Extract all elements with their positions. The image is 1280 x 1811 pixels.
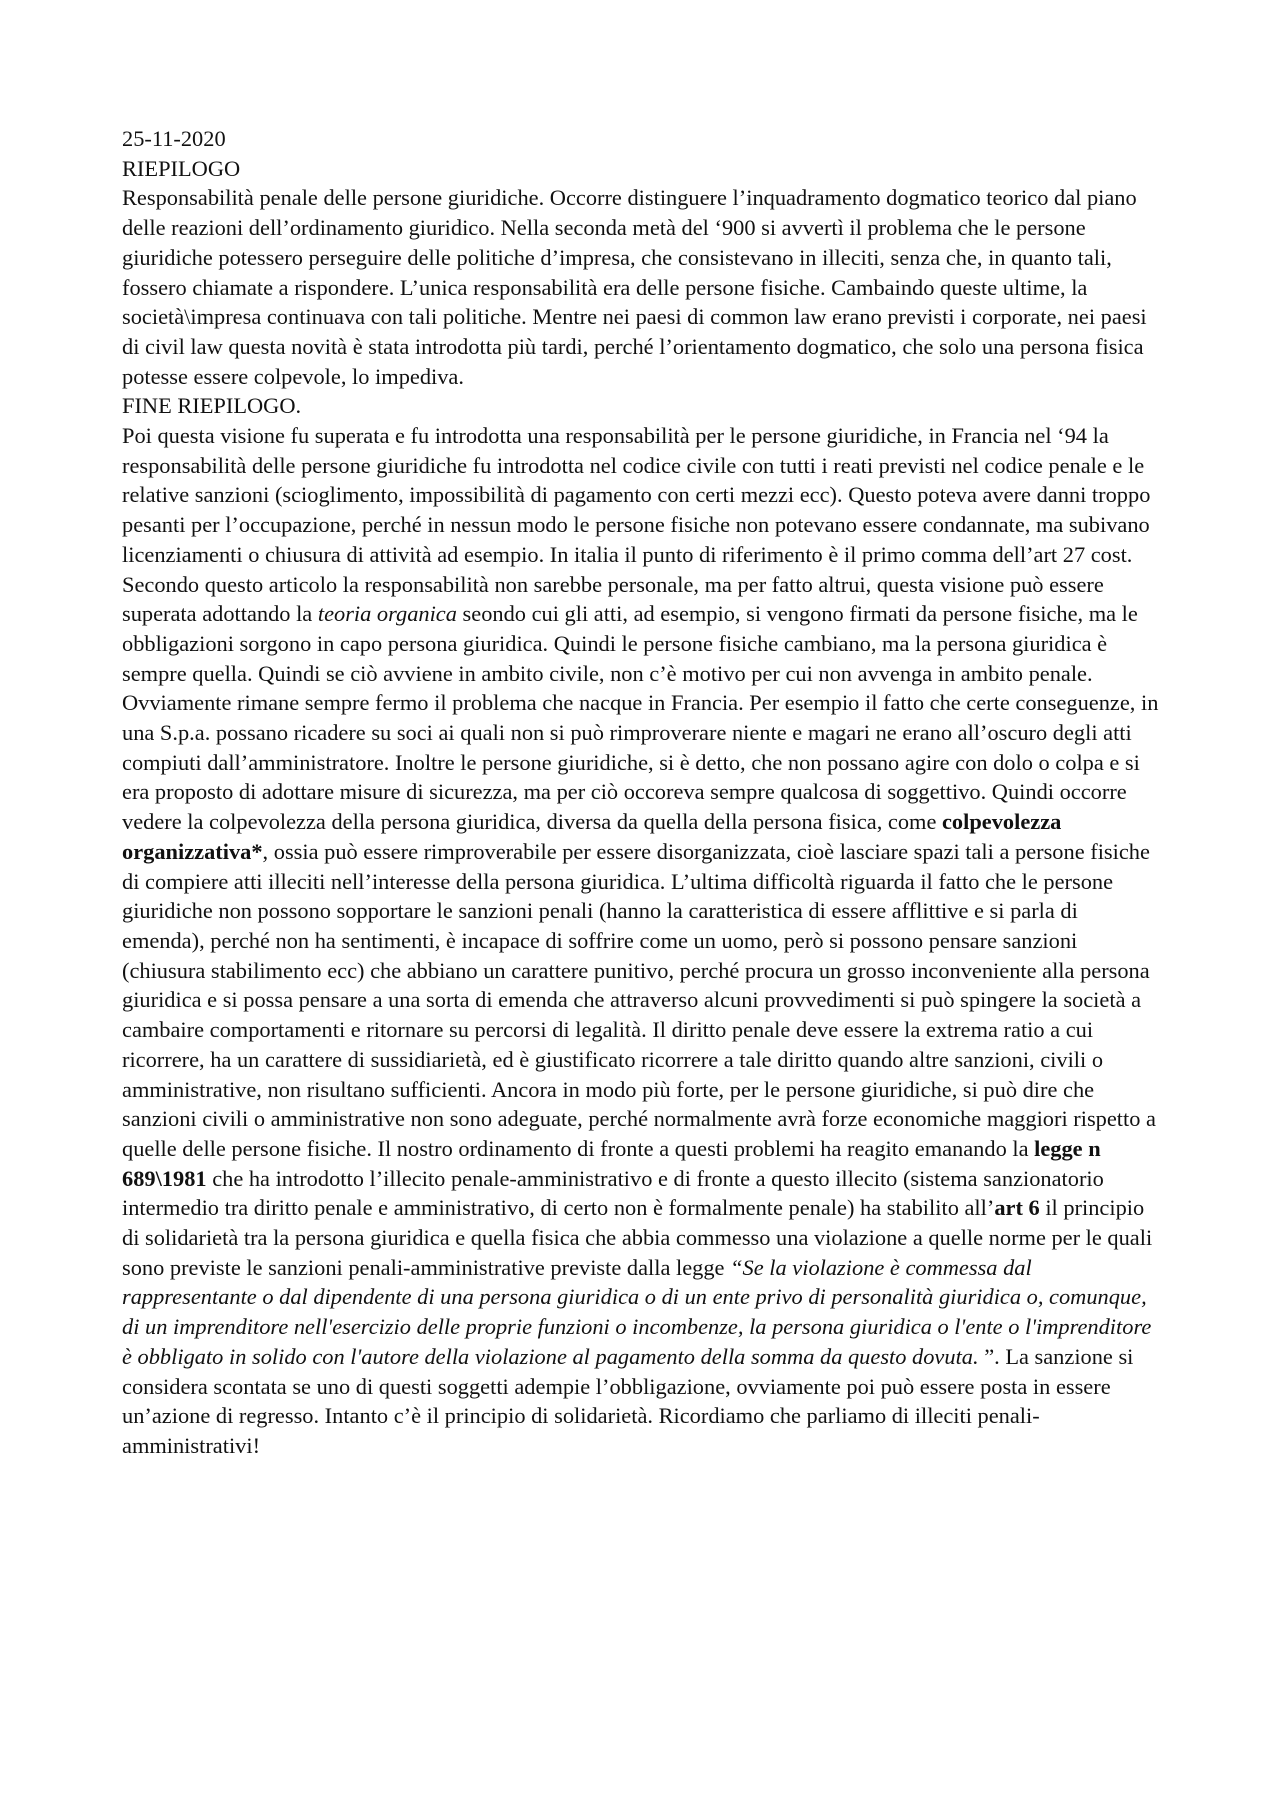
body-paragraph <box>122 421 1162 1461</box>
body-italic-quote: “Se la violazione è commessa dal rappresentante o dal dipendente di una persona giuridica o di un ente privo di personalità giuridica o, comunque, di un imprenditore nell'esercizio delle proprie funzioni o incombenze, la persona giuridica o l'ente o l'imprenditore è obbligato in solido con l'autore della violazione al pagamento della somma da questo dovuta. <box>122 1254 1152 1369</box>
document-page <box>122 124 1162 1461</box>
recap-heading: RIEPILOGO <box>122 155 241 181</box>
body-text-2: seondo cui gli atti, ad esempio, si vengono firmati da persone fisiche, ma le obbligazioni sorgono in capo persona giuridica. Quindi le persone fisiche cambiano, ma la persona giuridica è sempre quella. Quindi se ciò avviene in ambito civile, non c’è motivo per cui non avvenga in ambito penale. Ovviamente rimane sempre fermo il problema che nacque in Francia. Per esempio il fatto che certe conseguenze, in una S.p.a. possano ricadere su soci ai quali non si può rimproverare niente e magari ne erano all’oscuro degli atti compiuti dall’amministratore. Inoltre le persone giuridiche, si è detto, che non possano agire con dolo o colpa e si era proposto di adottare misure di sicurezza, ma per ciò occoreva sempre qualcosa di soggettivo. Quindi occorre vedere la colpevolezza della persona giuridica, diversa da quella della persona fisica, come <box>122 601 1159 835</box>
body-text-1: Poi questa visione fu superata e fu introdotta una responsabilità per le persone giuridiche, in Francia nel ‘94 la responsabilità delle persone giuridiche fu introdotta nel codice civile con tutti i reati previsti nel codice penale e le relative sanzioni (scioglimento, impossibilità di pagamento con certi mezzi ecc). Questo poteva avere danni troppo pesanti per l’occupazione, perché in nessun modo le persone fisiche non potevano essere condannate, ma subivano licenziamenti o chiusura di attività ad esempio. In italia il punto di riferimento è il primo comma dell’art 27 cost. Secondo questo articolo la responsabilità non sarebbe personale, ma per fatto altrui, questa visione può essere superata adottando la <box>122 423 1151 627</box>
body-bold-colpevolezza: colpevolezza organizzativa* <box>122 809 1062 864</box>
body-italic-teoria-organica: teoria organica <box>317 601 457 627</box>
body-text-6: ”. La sanzione si considera scontata se uno di questi soggetti adempie l’obbligazione, ovviamente poi può essere posta in essere un’azione di regresso. Intanto c’è il principio di solidarietà. Ricordiamo che parliamo di illeciti penali-amministrativi! <box>122 1343 1134 1458</box>
document-date: 25-11-2020 <box>122 126 226 151</box>
body-text-5: il principio di solidarietà tra la persona giuridica e quella fisica che abbia commesso una violazione a quelle norme per le quali sono previste le sanzioni penali-amministrative previste dalla legge <box>122 1195 1153 1280</box>
recap-paragraph: Responsabilità penale delle persone giuridiche. Occorre distinguere l’inquadramento dogmatico teorico dal piano delle reazioni dell’ordinamento giuridico. Nella seconda metà del ‘900 si avvertì il problema che le persone giuridiche potessero perseguire delle politiche d’impresa, che consistevano in illeciti, senza che, in quanto tali, fossero chiamate a rispondere. L’unica responsabilità era delle persone fisiche. Cambaindo queste ultime, la società\impresa continuava con tali politiche. Mentre nei paesi di common law erano previsti i corporate, nei paesi di civil law questa novità è stata introdotta più tardi, perché l’orientamento dogmatico, che solo una persona fisica potesse essere colpevole, lo impediva. <box>122 185 1147 389</box>
body-text-3: , ossia può essere rimproverabile per essere disorganizzata, cioè lasciare spazi tali a persone fisiche di compiere atti illeciti nell’interesse della persona giuridica. L’ultima difficoltà riguarda il fatto che le persone giuridiche non possono sopportare le sanzioni penali (hanno la caratteristica di essere afflittive e si parla di emenda), perché non ha sentimenti, è incapace di soffrire come un uomo, però si possono pensare sanzioni (chiusura stabilimento ecc) che abbiano un carattere punitivo, perché procura un grosso inconveniente alla persona giuridica e si possa pensare a una sorta di emenda che attraverso alcuni provvedimenti si può spingere la società a cambaire comportamenti e ritornare su percorsi di legalità. Il diritto penale deve essere la extrema ratio a cui ricorrere, ha un carattere di sussidiarietà, ed è giustificato ricorrere a tale diritto quando altre sanzioni, civili o amministrative, non risultano sufficienti. Ancora in modo più forte, per le persone giuridiche, si può dire che sanzioni civili o amministrative non sono adeguate, perché normalmente avrà forze economiche maggiori rispetto a quelle delle persone fisiche. Il nostro ordinamento di fronte a questi problemi ha reagito emanando la <box>122 838 1156 1161</box>
body-text-4: che ha introdotto l’illecito penale-amministrativo e di fronte a questo illecito (sistema sanzionatorio intermedio tra diritto penale e amministrativo, di certo non è formalmente penale) ha stabilito all’ <box>122 1165 1104 1221</box>
recap-end-heading: FINE RIEPILOGO. <box>122 393 302 419</box>
body-bold-art6: art 6 <box>994 1195 1040 1221</box>
body-bold-legge: legge n 689\1981 <box>122 1135 1101 1191</box>
